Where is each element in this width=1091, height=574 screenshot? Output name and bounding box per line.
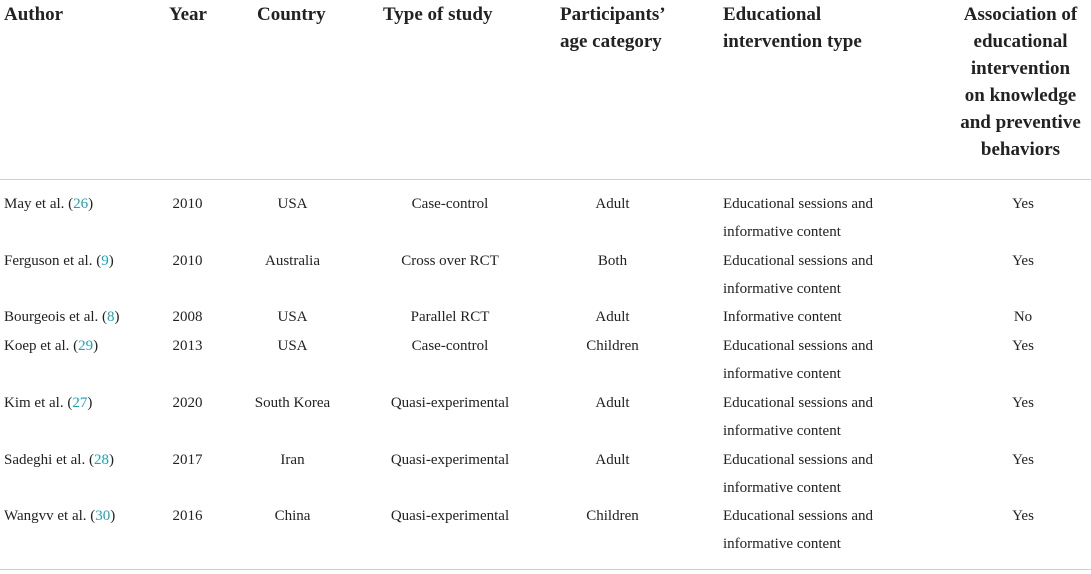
header-association — [950, 1, 1091, 163]
type-cell: Quasi-experimental — [390, 452, 510, 468]
table-header — [0, 0, 1091, 180]
reference-link[interactable]: 27 — [72, 395, 88, 411]
author-cell: Sadeghi et al. (28) — [4, 452, 114, 468]
header-intervention-type — [723, 1, 862, 55]
country-cell: Iran — [280, 452, 305, 468]
type-cell: Case-control — [411, 338, 489, 354]
country-cell: USA — [277, 338, 308, 354]
country-cell: USA — [277, 196, 308, 212]
intervention-line: informative content — [723, 480, 841, 496]
association-cell: Yes — [1012, 452, 1034, 468]
association-cell: Yes — [1012, 395, 1034, 411]
header-age-line2: age category — [560, 31, 662, 52]
intervention-line: Educational sessions and — [723, 395, 873, 411]
header-country: Country — [257, 4, 326, 25]
header-association-line: and preventive — [960, 112, 1081, 133]
age-cell: Adult — [595, 196, 630, 212]
intervention-line: Educational sessions and — [723, 508, 873, 524]
table-bottom-rule — [0, 569, 1091, 570]
year-cell: 2017 — [172, 452, 203, 468]
reference-link[interactable]: 8 — [107, 309, 115, 325]
reference-link[interactable]: 9 — [101, 253, 109, 269]
intervention-line: Educational sessions and — [723, 452, 873, 468]
intervention-line: Educational sessions and — [723, 338, 873, 354]
header-intervention-line1: Educational — [723, 4, 822, 25]
age-cell: Children — [586, 338, 639, 354]
reference-link[interactable]: 30 — [95, 508, 111, 524]
association-cell: Yes — [1012, 196, 1034, 212]
header-age-line1: Participants’ — [560, 4, 666, 25]
header-association-line: on knowledge — [964, 85, 1077, 106]
author-cell: Bourgeois et al. (8) — [4, 309, 120, 325]
age-cell: Adult — [595, 395, 630, 411]
intervention-line: Educational sessions and — [723, 196, 873, 212]
intervention-cell — [723, 247, 873, 303]
association-cell: Yes — [1012, 253, 1034, 269]
country-cell: Australia — [265, 253, 320, 269]
header-association-line: intervention — [970, 58, 1071, 79]
intervention-cell — [723, 446, 873, 502]
author-cell: Ferguson et al. (9) — [4, 253, 114, 269]
type-cell: Parallel RCT — [410, 309, 490, 325]
intervention-cell — [723, 502, 873, 558]
reference-link[interactable]: 29 — [78, 338, 94, 354]
intervention-line: informative content — [723, 536, 841, 552]
country-cell: USA — [277, 309, 308, 325]
intervention-cell — [723, 332, 873, 388]
type-cell: Cross over RCT — [401, 253, 499, 269]
year-cell: 2010 — [172, 253, 203, 269]
intervention-line: Educational sessions and — [723, 253, 873, 269]
header-author: Author — [4, 4, 64, 25]
author-cell: Wangvv et al. (30) — [4, 508, 116, 524]
intervention-line: informative content — [723, 366, 841, 382]
intervention-line: informative content — [723, 281, 841, 297]
intervention-cell — [723, 303, 842, 331]
year-cell: 2013 — [172, 338, 203, 354]
age-cell: Both — [597, 253, 628, 269]
year-cell: 2020 — [172, 395, 203, 411]
reference-link[interactable]: 28 — [93, 452, 109, 468]
year-cell: 2016 — [172, 508, 203, 524]
header-type-of-study: Type of study — [383, 4, 493, 25]
age-cell: Adult — [595, 309, 630, 325]
intervention-line: Informative content — [723, 309, 842, 325]
header-intervention-line2: intervention type — [723, 31, 862, 52]
type-cell: Quasi-experimental — [390, 508, 510, 524]
author-cell: Kim et al. (27) — [4, 395, 93, 411]
association-cell: No — [1013, 309, 1033, 325]
association-cell: Yes — [1012, 508, 1034, 524]
type-cell: Case-control — [411, 196, 489, 212]
intervention-line: informative content — [723, 423, 841, 439]
type-cell: Quasi-experimental — [390, 395, 510, 411]
author-cell: May et al. (26) — [4, 196, 94, 212]
header-association-line: educational — [973, 31, 1068, 52]
reference-link[interactable]: 26 — [73, 196, 89, 212]
association-cell: Yes — [1012, 338, 1034, 354]
age-cell: Adult — [595, 452, 630, 468]
header-year: Year — [169, 4, 207, 25]
header-age-category — [560, 1, 666, 55]
year-cell: 2008 — [172, 309, 203, 325]
header-association-line: behaviors — [980, 139, 1061, 160]
intervention-line: informative content — [723, 224, 841, 240]
year-cell: 2010 — [172, 196, 203, 212]
intervention-cell — [723, 190, 873, 246]
intervention-cell — [723, 389, 873, 445]
country-cell: South Korea — [254, 395, 331, 411]
age-cell: Children — [586, 508, 639, 524]
header-association-line: Association of — [963, 4, 1078, 25]
country-cell: China — [274, 508, 311, 524]
author-cell: Koep et al. (29) — [4, 338, 99, 354]
